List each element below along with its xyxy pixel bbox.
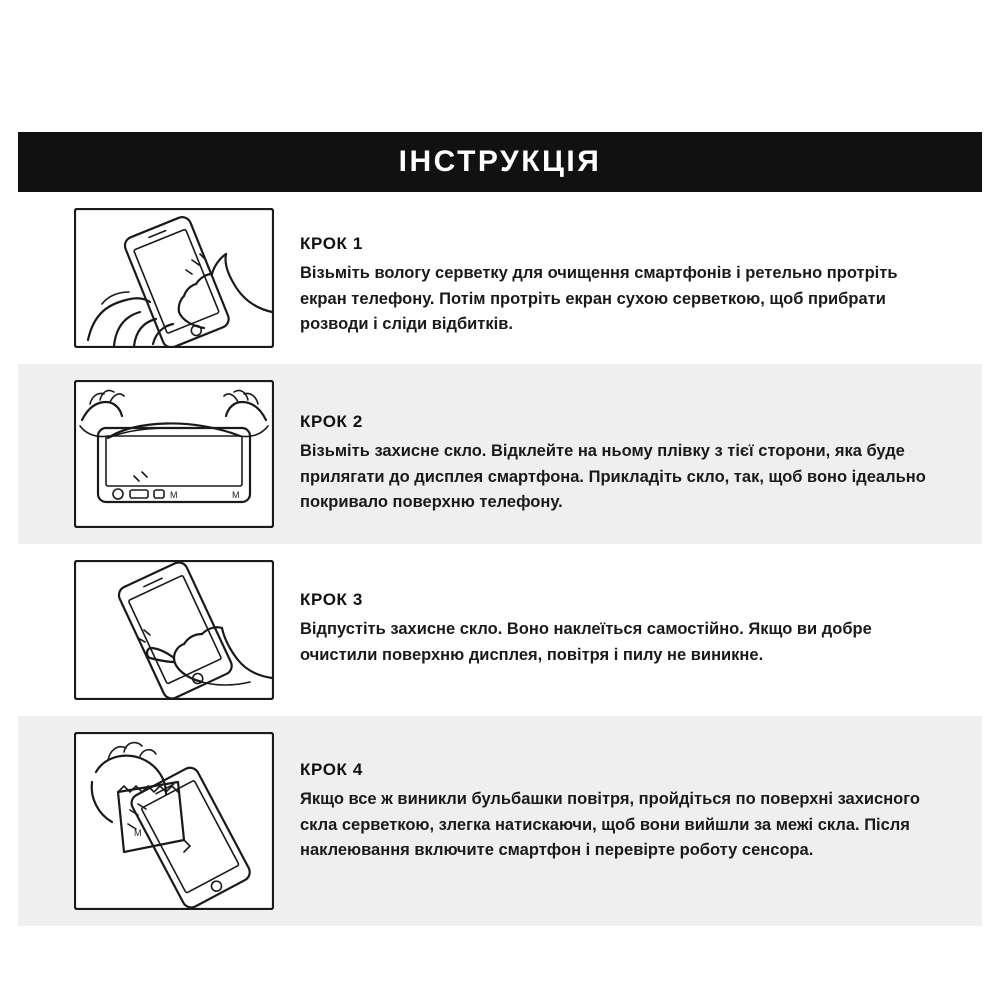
step-2-body <box>300 380 982 516</box>
step-item <box>18 716 982 926</box>
step-3-label: КРОК 3 <box>300 590 363 609</box>
svg-text:М: М <box>232 490 240 500</box>
step-item <box>18 364 982 544</box>
step-item <box>18 544 982 716</box>
step-1-body <box>300 208 982 338</box>
finger-pressing-glass-icon <box>74 560 274 700</box>
step-4-illustration <box>74 732 274 910</box>
step-3-illustration <box>74 560 274 700</box>
step-3-body <box>300 560 982 668</box>
step-2-label: КРОК 2 <box>300 412 363 431</box>
svg-text:М: М <box>134 828 142 838</box>
step-1-label: КРОК 1 <box>300 234 363 253</box>
steps-list <box>18 192 982 926</box>
hand-with-cloth-on-phone-icon <box>74 732 274 910</box>
step-4-body <box>300 732 982 864</box>
step-4-label: КРОК 4 <box>300 760 363 779</box>
two-hands-peeling-film-icon <box>74 380 274 528</box>
step-2-illustration <box>74 380 274 528</box>
svg-text:М: М <box>170 490 178 500</box>
step-2-text: Візьміть захисне скло. Відклейте на ньому плівку з тієї сторони, яка буде прилягати до дисплея смартфона. Прикладіть скло, так, щоб воно ідеально покривало поверхню телефону. <box>300 442 926 512</box>
step-4-text: Якщо все ж виникли бульбашки повітря, пройдіться по поверхні захисного скла серветкою, злегка натискаючи, щоб вони вийшли за межі скла. Після наклеювання включите смартфон і перевірте роботу сенсора. <box>300 790 920 860</box>
step-3-text: Відпустіть захисне скло. Воно наклеїться самостійно. Якщо ви добре очистили поверхню дисплея, повітря і пилу не виникне. <box>300 620 872 664</box>
step-1-text: Візьміть вологу серветку для очищення смартфонів і ретельно протріть екран телефону. Потім протріть екран сухою серветкою, щоб прибрати розводи і сліди відбитків. <box>300 264 898 334</box>
title-bar <box>18 132 982 192</box>
step-item <box>18 192 982 364</box>
hand-holding-phone-wiping-icon <box>74 208 274 348</box>
step-1-illustration <box>74 208 274 348</box>
page-title: ІНСТРУКЦІЯ <box>398 145 602 178</box>
